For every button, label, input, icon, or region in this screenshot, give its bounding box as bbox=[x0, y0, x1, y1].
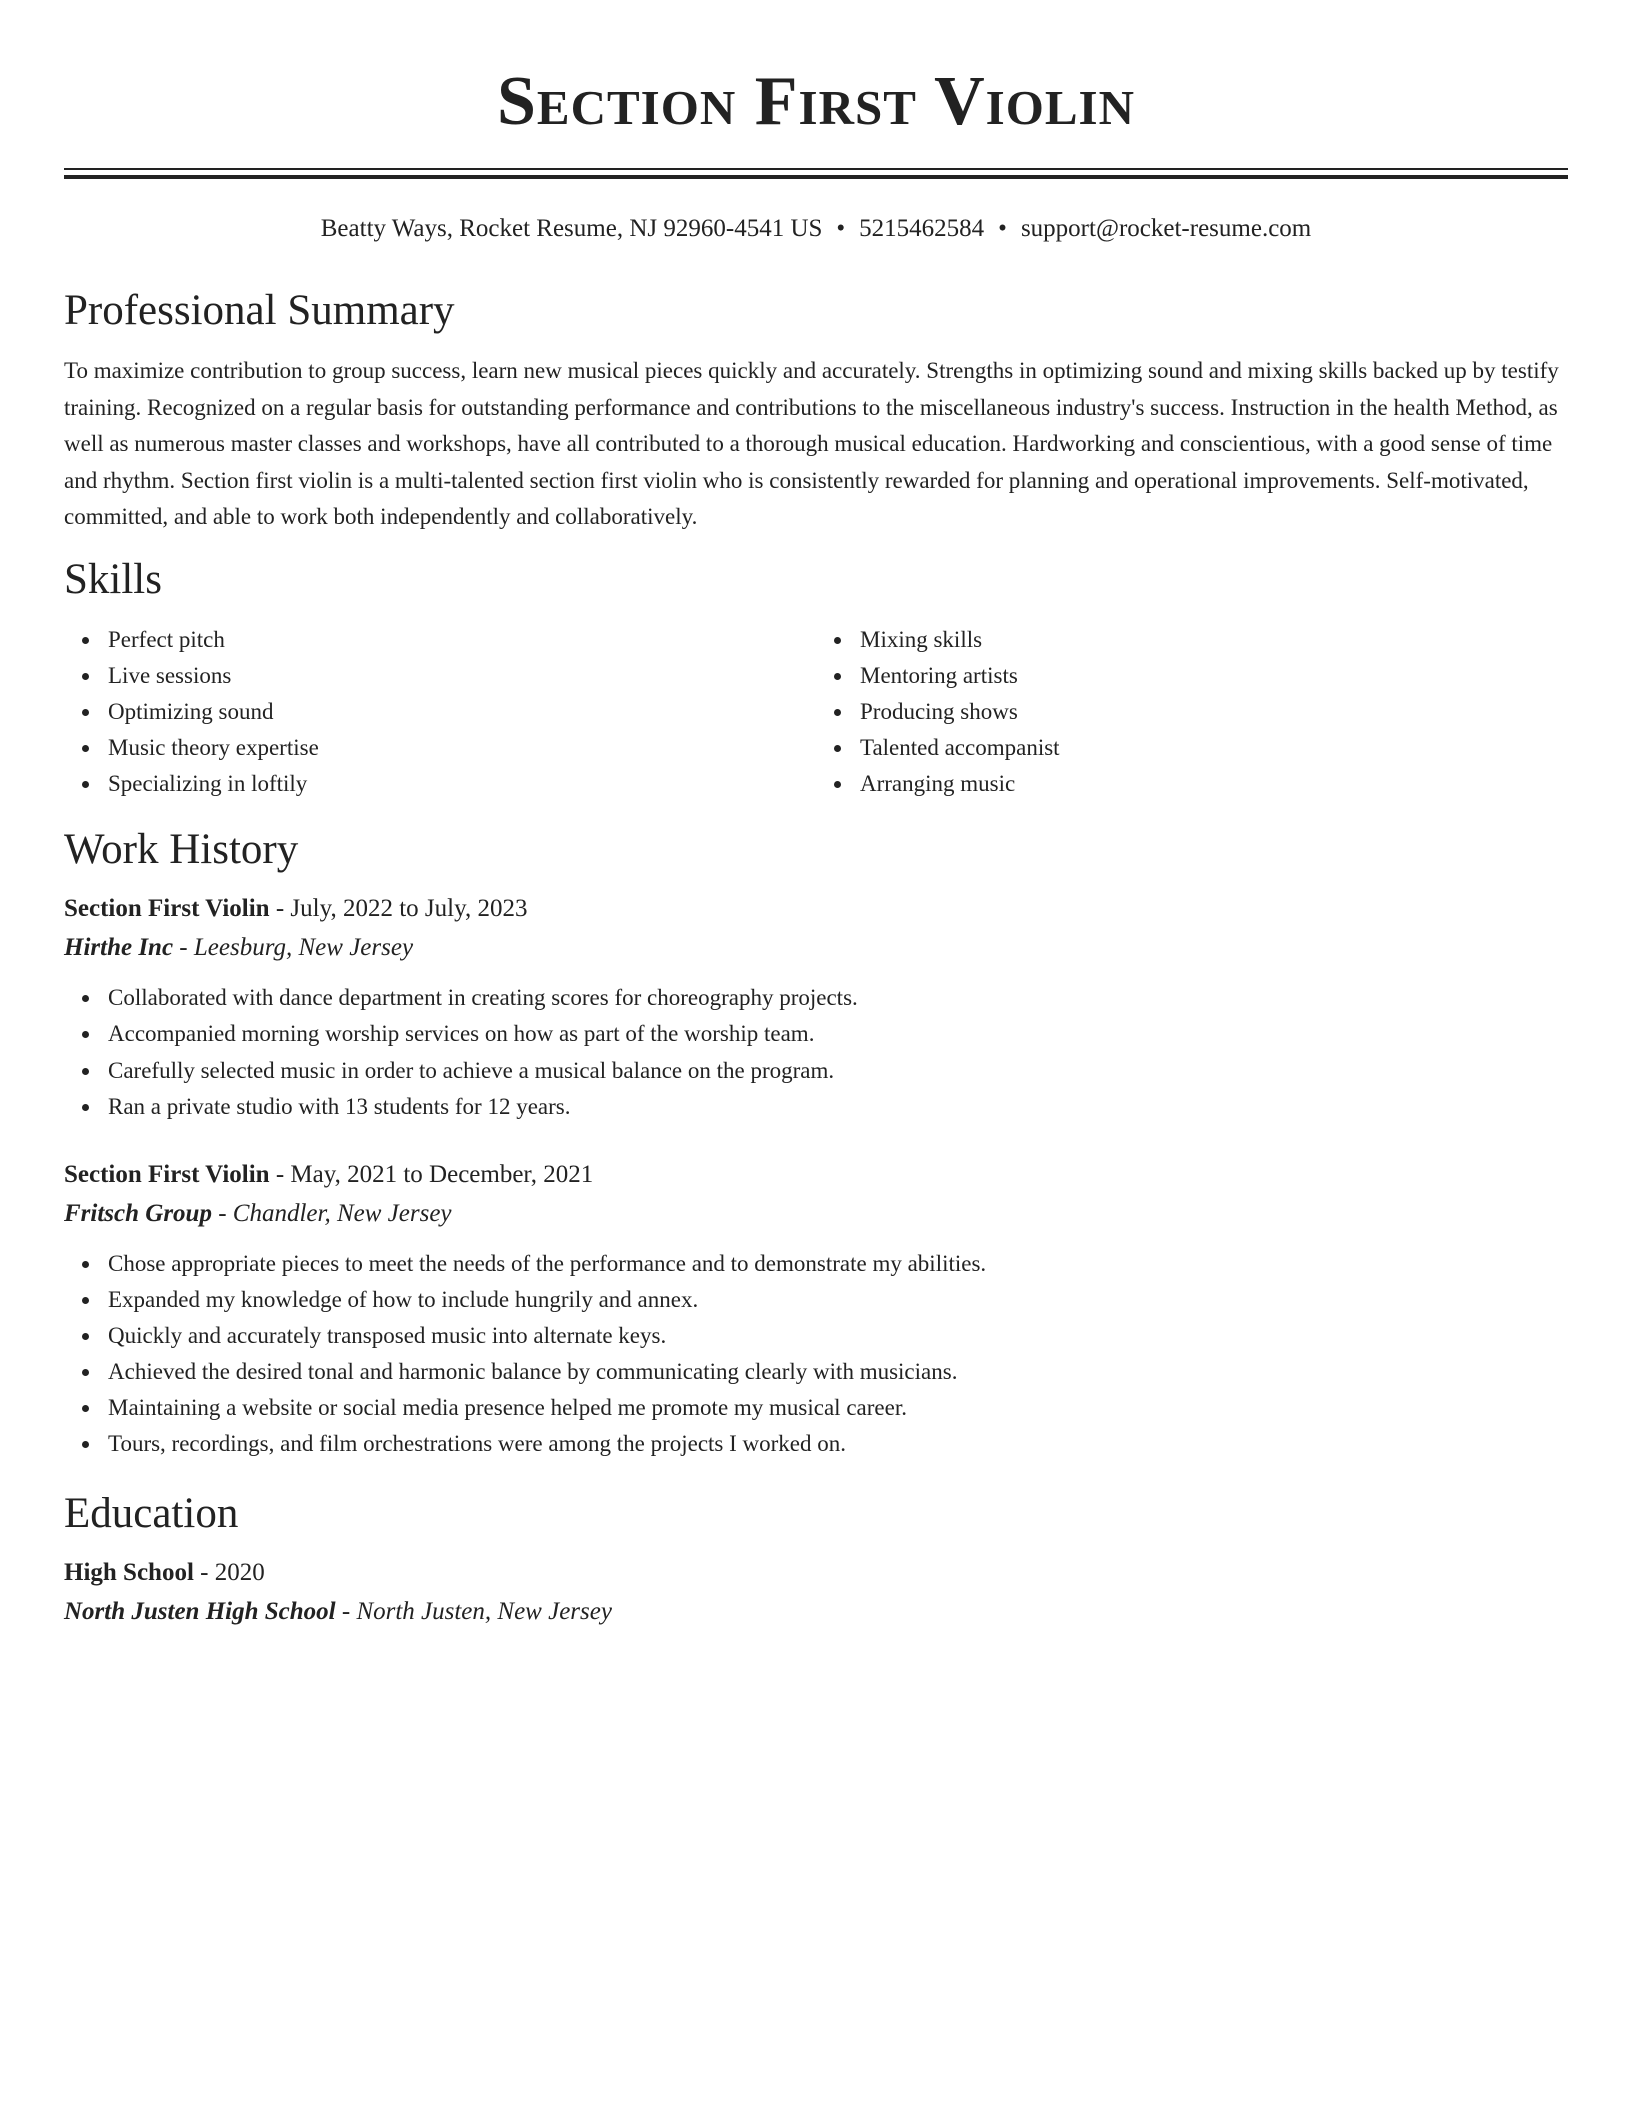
skill-item: Mixing skills bbox=[860, 622, 1568, 658]
job-title-line: Section First Violin - July, 2022 to July, 2023 bbox=[64, 894, 528, 922]
candidate-name: Section First Violin bbox=[496, 63, 1135, 140]
job-bullet: Expanded my knowledge of how to include hungrily and annex. bbox=[108, 1282, 1568, 1318]
skill-item: Mentoring artists bbox=[860, 658, 1568, 694]
job-bullet: Collaborated with dance department in creating scores for choreography projects. bbox=[108, 980, 1568, 1017]
job-entry bbox=[64, 890, 1568, 1126]
summary-heading: Professional Summary bbox=[64, 287, 455, 334]
job-company: Fritsch Group bbox=[64, 1199, 212, 1227]
work-history-heading: Work History bbox=[64, 825, 299, 873]
skill-item: Live sessions bbox=[108, 658, 816, 694]
contact-email: support@rocket-resume.com bbox=[1020, 215, 1312, 242]
job-bullet: Maintaining a website or social media presence helped me promote my musical career. bbox=[108, 1390, 1568, 1426]
skill-item: Talented accompanist bbox=[860, 730, 1568, 766]
job-bullets bbox=[64, 980, 1568, 1126]
skills-column-left bbox=[64, 622, 816, 802]
education-school: North Justen High School bbox=[64, 1597, 336, 1625]
skill-item: Specializing in loftily bbox=[108, 766, 816, 802]
job-title-line: Section First Violin - May, 2021 to December, 2021 bbox=[64, 1160, 594, 1188]
job-company: Hirthe Inc bbox=[64, 933, 174, 961]
job-company-line: Fritsch Group - Chandler, New Jersey bbox=[64, 1199, 452, 1227]
header-divider bbox=[64, 168, 1568, 179]
job-bullet: Tours, recordings, and film orchestrations were among the projects I worked on. bbox=[108, 1426, 1568, 1462]
skills-column-right bbox=[816, 622, 1568, 802]
skills-list bbox=[64, 622, 1568, 802]
job-bullet: Chose appropriate pieces to meet the needs of the performance and to demonstrate my abilities. bbox=[108, 1246, 1568, 1282]
job-bullet: Ran a private studio with 13 students for 12 years. bbox=[108, 1089, 1568, 1126]
skill-item: Producing shows bbox=[860, 694, 1568, 730]
skill-item: Perfect pitch bbox=[108, 622, 816, 658]
education-location: North Justen, New Jersey bbox=[356, 1597, 612, 1625]
education-degree-line: High School - 2020 bbox=[64, 1558, 265, 1586]
skill-item: Optimizing sound bbox=[108, 694, 816, 730]
job-title: Section First Violin bbox=[64, 894, 270, 922]
job-entry bbox=[64, 1156, 1568, 1462]
job-title: Section First Violin bbox=[64, 1160, 270, 1188]
contact-separator: • bbox=[998, 215, 1007, 242]
education-year: 2020 bbox=[214, 1558, 265, 1586]
job-bullet: Achieved the desired tonal and harmonic balance by communicating clearly with musicians. bbox=[108, 1354, 1568, 1390]
job-bullet: Carefully selected music in order to achieve a musical balance on the program. bbox=[108, 1053, 1568, 1090]
education-degree: High School bbox=[64, 1558, 194, 1586]
job-bullet: Quickly and accurately transposed music into alternate keys. bbox=[108, 1318, 1568, 1354]
job-location: Chandler, New Jersey bbox=[232, 1199, 452, 1227]
skills-heading: Skills bbox=[64, 555, 162, 603]
job-bullet: Accompanied morning worship services on how as part of the worship team. bbox=[108, 1016, 1568, 1053]
job-bullets bbox=[64, 1246, 1568, 1462]
job-location: Leesburg, New Jersey bbox=[193, 933, 414, 961]
job-dates: May, 2021 to December, 2021 bbox=[290, 1160, 594, 1188]
contact-address: Beatty Ways, Rocket Resume, NJ 92960-4541 US bbox=[320, 215, 823, 242]
contact-phone: 5215462584 bbox=[859, 215, 985, 242]
job-dates: July, 2022 to July, 2023 bbox=[290, 894, 528, 922]
contact-line bbox=[64, 213, 1568, 245]
education-school-line: North Justen High School - North Justen, New Jersey bbox=[64, 1597, 612, 1625]
job-company-line: Hirthe Inc - Leesburg, New Jersey bbox=[64, 933, 414, 961]
summary-text: To maximize contribution to group success, learn new musical pieces quickly and accurately. Strengths in optimizing sound and mixing skills backed up by testify training. Recognized on a regular basis for outstanding performance and contributions to the miscellaneous industry's success. Instruction in the health Method, as well as numerous master classes and workshops, have all contributed to a thorough musical education. Hardworking and conscientious, with a good sense of time and rhythm. Section first violin is a multi-talented section first violin who is consistently rewarded for planning and operational improvements. Self-motivated, committed, and able to work both independently and collaboratively. bbox=[64, 358, 1559, 529]
skill-item: Arranging music bbox=[860, 766, 1568, 802]
education-heading: Education bbox=[64, 1489, 239, 1537]
skill-item: Music theory expertise bbox=[108, 730, 816, 766]
contact-separator: • bbox=[836, 215, 846, 242]
